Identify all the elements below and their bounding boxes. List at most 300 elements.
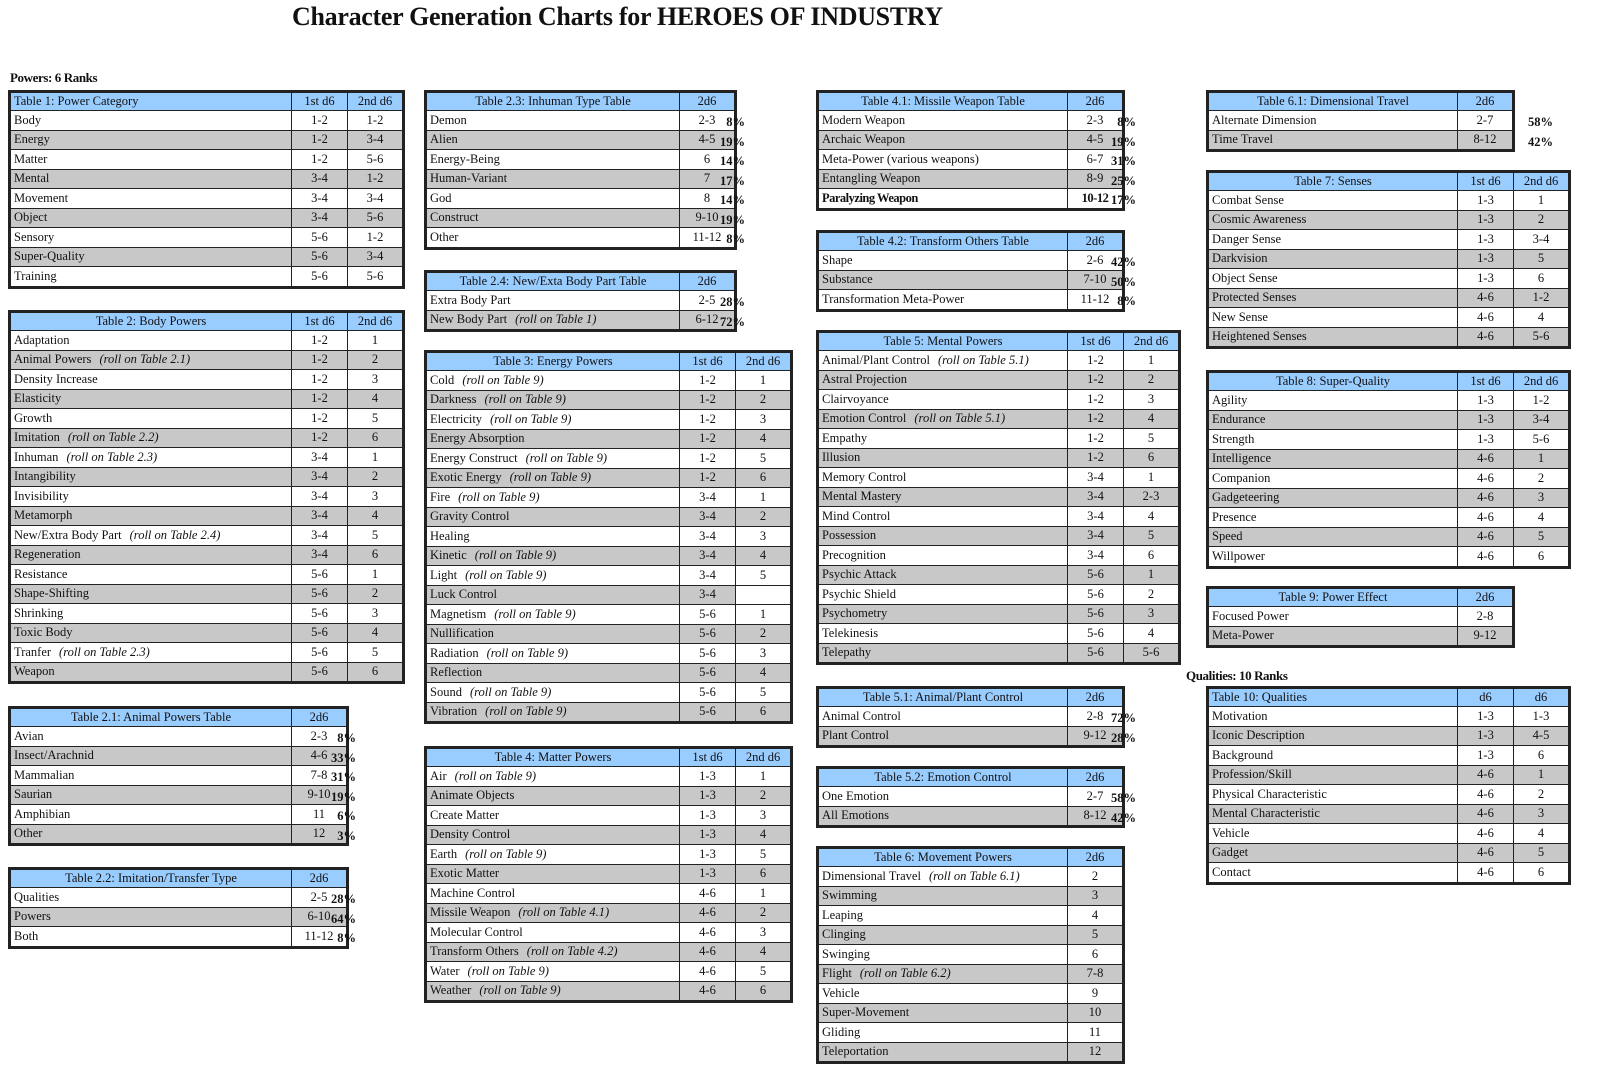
- roll-value: 4: [736, 546, 792, 566]
- table-row: [818, 787, 1124, 807]
- percent-value: 8%: [726, 232, 745, 246]
- roll-value: 1-2: [348, 228, 404, 248]
- roll-value: 1-2: [1068, 390, 1124, 410]
- percent-column-emotion-control: [1092, 789, 1136, 828]
- row-name: Astral Projection: [822, 372, 908, 387]
- roll-value: 5-6: [680, 683, 736, 703]
- table-row: [818, 487, 1180, 507]
- row-label: [426, 767, 680, 787]
- row-label: [10, 805, 292, 825]
- table-row: [818, 806, 1124, 827]
- row-note: (roll on Table 9): [485, 704, 567, 719]
- roll-value: 1: [1124, 565, 1180, 585]
- roll-value: 1: [736, 488, 792, 508]
- table-row: [10, 662, 404, 683]
- table-row: [10, 350, 404, 370]
- percent-value: 8%: [726, 115, 745, 129]
- percent-value: 50%: [1111, 274, 1136, 289]
- percent-value: 3%: [337, 828, 356, 843]
- column-header: 2d6: [680, 92, 736, 111]
- row-name: Density Control: [430, 827, 511, 842]
- row-label: [818, 886, 1068, 906]
- row-name: Memory Control: [822, 469, 907, 484]
- row-label: [1208, 785, 1458, 805]
- roll-value: 4-6: [680, 923, 736, 943]
- roll-value: 4-5: [680, 130, 736, 150]
- percent-column-transform-others: [1092, 253, 1136, 312]
- table-row: [1208, 843, 1570, 863]
- table-row: [426, 208, 736, 228]
- roll-value: 1-3: [1458, 269, 1514, 289]
- roll-value: 5-6: [680, 644, 736, 664]
- row-name: Amphibian: [14, 806, 71, 821]
- row-name: Extra Body Part: [430, 292, 511, 307]
- table-header-row: [818, 768, 1124, 787]
- table-row: [10, 824, 348, 845]
- table-header-row: [1208, 372, 1570, 391]
- row-label: [426, 150, 680, 170]
- row-note: (roll on Table 9): [486, 645, 568, 660]
- row-name: Gadget: [1212, 845, 1249, 860]
- table-row: [818, 370, 1180, 390]
- roll-value: 1-3: [1458, 191, 1514, 211]
- table-row: [1208, 626, 1514, 647]
- table-row: [818, 546, 1180, 566]
- row-note: (roll on Table 9): [494, 606, 576, 621]
- table-row: [1208, 269, 1570, 289]
- roll-value: 4-6: [1458, 785, 1514, 805]
- row-label: [1208, 391, 1458, 411]
- row-name: Telepathy: [822, 645, 872, 660]
- roll-value: 5-6: [348, 208, 404, 228]
- table-row: [10, 526, 404, 546]
- percent-value: 42%: [1111, 255, 1136, 269]
- roll-value: 2-3: [292, 727, 348, 747]
- table-row: [426, 644, 792, 664]
- roll-value: 4-6: [292, 746, 348, 766]
- roll-value: 5: [348, 526, 404, 546]
- row-label: [1208, 130, 1458, 151]
- table-row: [10, 545, 404, 565]
- percent-value: 14%: [720, 154, 745, 168]
- column-header: 2d6: [1068, 232, 1124, 251]
- roll-value: 6-7: [1068, 150, 1124, 170]
- roll-value: 1-2: [348, 169, 404, 189]
- column-header: 1st d6: [1068, 332, 1124, 351]
- table-header-row: [1208, 172, 1570, 191]
- row-name: Regeneration: [14, 547, 81, 562]
- roll-value: 1-2: [1068, 370, 1124, 390]
- roll-value: 3-4: [292, 208, 348, 228]
- column-header: 1st d6: [292, 92, 348, 111]
- table-header-row: [1208, 688, 1570, 707]
- table-power-effect: [1206, 586, 1515, 648]
- table-row: [10, 805, 348, 825]
- column-header: 1st d6: [680, 352, 736, 371]
- column-header: 2nd d6: [1514, 172, 1570, 191]
- table-row: [818, 130, 1124, 150]
- table-row: [818, 1042, 1124, 1063]
- table-row: [1208, 824, 1570, 844]
- roll-value: 4-6: [1458, 288, 1514, 308]
- roll-value: 5-6: [1514, 327, 1570, 348]
- roll-value: 12: [1068, 1042, 1124, 1063]
- row-label: [818, 468, 1068, 488]
- table-row: [10, 130, 404, 150]
- roll-value: 5-6: [292, 565, 348, 585]
- table-row: [10, 643, 404, 663]
- row-label: [426, 962, 680, 982]
- row-label: [10, 487, 292, 507]
- row-label: [1208, 111, 1458, 131]
- roll-value: 2-3: [680, 111, 736, 131]
- roll-value: 4: [1514, 508, 1570, 528]
- column-header: 1st d6: [1458, 172, 1514, 191]
- roll-value: 1-2: [292, 409, 348, 429]
- table-row: [1208, 430, 1570, 450]
- row-label: [10, 370, 292, 390]
- roll-value: 10-12: [1068, 189, 1124, 210]
- table-row: [10, 565, 404, 585]
- roll-value: 4: [1124, 507, 1180, 527]
- row-name: Vibration: [430, 704, 478, 719]
- roll-value: 5-6: [292, 267, 348, 288]
- table-header-row: [10, 869, 348, 888]
- row-label: [10, 746, 292, 766]
- table-row: [426, 566, 792, 586]
- column-header: d6: [1458, 688, 1514, 707]
- roll-value: 1: [736, 767, 792, 787]
- row-label: [10, 208, 292, 228]
- table-super-quality: [1206, 370, 1571, 569]
- roll-value: 3: [1514, 488, 1570, 508]
- row-label: [1208, 765, 1458, 785]
- roll-value: 4-6: [680, 942, 736, 962]
- row-name: Vehicle: [822, 985, 860, 1000]
- row-name: Air: [430, 768, 447, 783]
- roll-value: 4-6: [1458, 469, 1514, 489]
- row-label: [10, 907, 292, 927]
- row-name: Psychometry: [822, 606, 888, 621]
- roll-value: 3-4: [348, 247, 404, 267]
- row-name: Healing: [430, 528, 470, 543]
- row-name: Animal Control: [822, 708, 901, 723]
- row-name: Exotic Energy: [430, 470, 502, 485]
- row-name: One Emotion: [822, 788, 890, 803]
- roll-value: 1: [736, 371, 792, 391]
- row-name: Animal Powers: [14, 352, 92, 367]
- table-mental-powers: [816, 330, 1181, 665]
- roll-value: 1-3: [1514, 707, 1570, 727]
- table-title: Table 6.1: Dimensional Travel: [1208, 92, 1458, 111]
- row-name: Energy Absorption: [430, 431, 525, 446]
- row-name: Empathy: [822, 430, 868, 445]
- row-label: [426, 981, 680, 1002]
- percent-value: 25%: [1111, 173, 1136, 188]
- table-matter-powers: [424, 746, 793, 1003]
- table-row: [426, 390, 792, 410]
- row-name: Presence: [1212, 509, 1257, 524]
- row-name: Mind Control: [822, 508, 891, 523]
- row-label: [10, 824, 292, 845]
- row-name: Create Matter: [430, 807, 500, 822]
- row-name: Mental Characteristic: [1212, 806, 1320, 821]
- roll-value: 11-12: [292, 927, 348, 948]
- row-name: Profession/Skill: [1212, 767, 1292, 782]
- row-name: Mammalian: [14, 767, 75, 782]
- roll-value: 3: [1068, 886, 1124, 906]
- row-label: [10, 565, 292, 585]
- table-row: [1208, 449, 1570, 469]
- row-name: Willpower: [1212, 548, 1265, 563]
- row-label: [1208, 707, 1458, 727]
- table-title: Table 2.4: New/Exta Body Part Table: [426, 272, 680, 291]
- table-row: [426, 410, 792, 430]
- roll-value: 5-6: [1068, 604, 1124, 624]
- row-note: (roll on Table 9): [490, 411, 572, 426]
- table-row: [818, 643, 1180, 664]
- roll-value: 1: [1514, 449, 1570, 469]
- row-name: Tranfer: [14, 644, 52, 659]
- row-label: [426, 310, 680, 331]
- row-name: Modern Weapon: [822, 112, 906, 127]
- table-row: [1208, 488, 1570, 508]
- row-name: Dimensional Travel: [822, 868, 921, 883]
- row-name: Growth: [14, 410, 53, 425]
- roll-value: 5: [348, 409, 404, 429]
- table-qualities: [1206, 686, 1571, 885]
- roll-value: 3-4: [292, 526, 348, 546]
- roll-value: 5: [1514, 843, 1570, 863]
- roll-value: 4-6: [1458, 843, 1514, 863]
- roll-value: 6: [348, 545, 404, 565]
- table-animal-powers: [8, 706, 349, 846]
- roll-value: 3: [348, 487, 404, 507]
- table-row: [1208, 863, 1570, 884]
- roll-value: 6: [348, 662, 404, 683]
- roll-value: 12: [292, 824, 348, 845]
- row-name: Missile Weapon: [430, 905, 511, 920]
- row-name: Paralyzing Weapon: [822, 190, 918, 205]
- percent-value: 19%: [720, 134, 745, 149]
- roll-value: 1-2: [292, 370, 348, 390]
- table-header-row: [818, 332, 1180, 351]
- row-name: Elasticity: [14, 391, 62, 406]
- row-label: [1208, 488, 1458, 508]
- percent-value: 19%: [720, 212, 745, 227]
- column-header: 2d6: [1458, 588, 1514, 607]
- roll-value: 11-12: [680, 228, 736, 249]
- table-header-row: [818, 688, 1124, 707]
- roll-value: 1-2: [680, 468, 736, 488]
- table-title: Table 5: Mental Powers: [818, 332, 1068, 351]
- percent-value: 28%: [331, 892, 356, 906]
- row-name: Swinging: [822, 946, 870, 961]
- table-row: [10, 331, 404, 351]
- roll-value: 1-2: [348, 111, 404, 131]
- row-label: [10, 785, 292, 805]
- roll-value: 6: [736, 468, 792, 488]
- column-header: 2nd d6: [1514, 372, 1570, 391]
- roll-value: 5: [1124, 526, 1180, 546]
- row-label: [10, 389, 292, 409]
- roll-value: 4-6: [1458, 488, 1514, 508]
- table-row: [1208, 469, 1570, 489]
- row-note: (roll on Table 9): [509, 470, 591, 485]
- row-label: [1208, 527, 1458, 547]
- table-header-row: [426, 92, 736, 111]
- table-header-row: [10, 312, 404, 331]
- table-row: [426, 884, 792, 904]
- table-title: Table 2.1: Animal Powers Table: [10, 708, 292, 727]
- row-label: [10, 927, 292, 948]
- row-name: Speed: [1212, 529, 1243, 544]
- table-row: [426, 923, 792, 943]
- row-label: [426, 566, 680, 586]
- table-row: [10, 389, 404, 409]
- row-label: [818, 507, 1068, 527]
- row-label: [818, 945, 1068, 965]
- roll-value: 6: [1068, 945, 1124, 965]
- table-row: [1208, 765, 1570, 785]
- row-note: (roll on Table 9): [467, 963, 549, 978]
- table-row: [818, 707, 1124, 727]
- row-name: Substance: [822, 272, 873, 287]
- table-row: [1208, 607, 1514, 627]
- row-name: Other: [430, 229, 459, 244]
- row-name: Electricity: [430, 411, 483, 426]
- roll-value: 2: [736, 507, 792, 527]
- table-header-row: [426, 352, 792, 371]
- roll-value: 4-6: [680, 981, 736, 1002]
- row-label: [1208, 191, 1458, 211]
- table-row: [426, 169, 736, 189]
- row-label: [1208, 249, 1458, 269]
- roll-value: 3-4: [292, 506, 348, 526]
- table-title: Table 8: Super-Quality: [1208, 372, 1458, 391]
- row-label: [426, 825, 680, 845]
- roll-value: 3: [736, 806, 792, 826]
- table-row: [1208, 410, 1570, 430]
- row-label: [1208, 308, 1458, 328]
- table-row: [426, 150, 736, 170]
- row-label: [818, 964, 1068, 984]
- roll-value: 2: [1514, 469, 1570, 489]
- roll-value: 7: [680, 169, 736, 189]
- roll-value: 6: [1514, 863, 1570, 884]
- row-label: [818, 370, 1068, 390]
- row-label: [426, 644, 680, 664]
- table-title: Table 6: Movement Powers: [818, 848, 1068, 867]
- row-label: [818, 1042, 1068, 1063]
- row-name: Animate Objects: [430, 788, 515, 803]
- table-row: [10, 907, 348, 927]
- row-name: Leaping: [822, 907, 863, 922]
- row-label: [1208, 410, 1458, 430]
- roll-value: 3-4: [292, 545, 348, 565]
- roll-value: 3-4: [1514, 230, 1570, 250]
- roll-value: 1-2: [1514, 288, 1570, 308]
- row-label: [818, 409, 1068, 429]
- roll-value: 9-12: [1068, 726, 1124, 747]
- row-label: [818, 546, 1068, 566]
- roll-value: 10: [1068, 1003, 1124, 1023]
- row-name: Shape-Shifting: [14, 586, 89, 601]
- row-name: Radiation: [430, 645, 479, 660]
- row-name: Insect/Arachnid: [14, 748, 94, 763]
- row-note: (roll on Table 2.2): [67, 430, 159, 445]
- row-name: Object: [14, 210, 48, 225]
- table-row: [10, 247, 404, 267]
- row-label: [10, 506, 292, 526]
- roll-value: 1-2: [680, 449, 736, 469]
- row-label: [818, 251, 1068, 271]
- column-header: d6: [1514, 688, 1570, 707]
- row-note: (roll on Table 9): [525, 450, 607, 465]
- row-name: New/Extra Body Part: [14, 527, 122, 542]
- row-label: [426, 923, 680, 943]
- roll-value: 1-3: [1458, 707, 1514, 727]
- roll-value: 5-6: [680, 702, 736, 723]
- row-label: [10, 545, 292, 565]
- roll-value: 3-4: [292, 189, 348, 209]
- roll-value: 3: [1514, 804, 1570, 824]
- roll-value: 2-3: [1124, 487, 1180, 507]
- row-name: Transform Others: [430, 944, 519, 959]
- row-label: [818, 925, 1068, 945]
- percent-column-inhuman-type: [701, 113, 745, 250]
- table-row: [426, 189, 736, 209]
- row-name: Focused Power: [1212, 608, 1289, 623]
- column-header: 2nd d6: [736, 352, 792, 371]
- roll-value: 3-4: [680, 527, 736, 547]
- table-row: [10, 370, 404, 390]
- roll-value: 1-3: [680, 786, 736, 806]
- row-note: (roll on Table 9): [484, 392, 566, 407]
- row-label: [10, 604, 292, 624]
- roll-value: 1-3: [1458, 210, 1514, 230]
- row-name: Gliding: [822, 1024, 861, 1039]
- table-row: [10, 766, 348, 786]
- roll-value: 1-2: [292, 150, 348, 170]
- row-name: Alien: [430, 132, 458, 147]
- percent-value: 8%: [337, 731, 356, 745]
- row-label: [426, 291, 680, 311]
- table-title: Table 4: Matter Powers: [426, 748, 680, 767]
- row-name: Swimming: [822, 888, 877, 903]
- row-label: [1208, 269, 1458, 289]
- roll-value: 1-3: [1458, 249, 1514, 269]
- column-header: 1st d6: [292, 312, 348, 331]
- table-power-category: [8, 90, 405, 289]
- row-label: [426, 903, 680, 923]
- roll-value: 5-6: [292, 228, 348, 248]
- row-name: Mental: [14, 171, 50, 186]
- row-name: Reflection: [430, 665, 483, 680]
- percent-value: 42%: [1111, 810, 1136, 825]
- row-name: Endurance: [1212, 412, 1266, 427]
- row-note: (roll on Table 6.2): [859, 966, 951, 981]
- roll-value: 4: [1124, 409, 1180, 429]
- table-row: [818, 526, 1180, 546]
- row-name: Motivation: [1212, 708, 1268, 723]
- roll-value: 7-10: [1068, 270, 1124, 290]
- table-row: [1208, 210, 1570, 230]
- table-row: [10, 746, 348, 766]
- row-note: (roll on Table 2.3): [59, 644, 150, 659]
- row-note: (roll on Table 5.1): [937, 352, 1029, 367]
- column-header: 2d6: [292, 869, 348, 888]
